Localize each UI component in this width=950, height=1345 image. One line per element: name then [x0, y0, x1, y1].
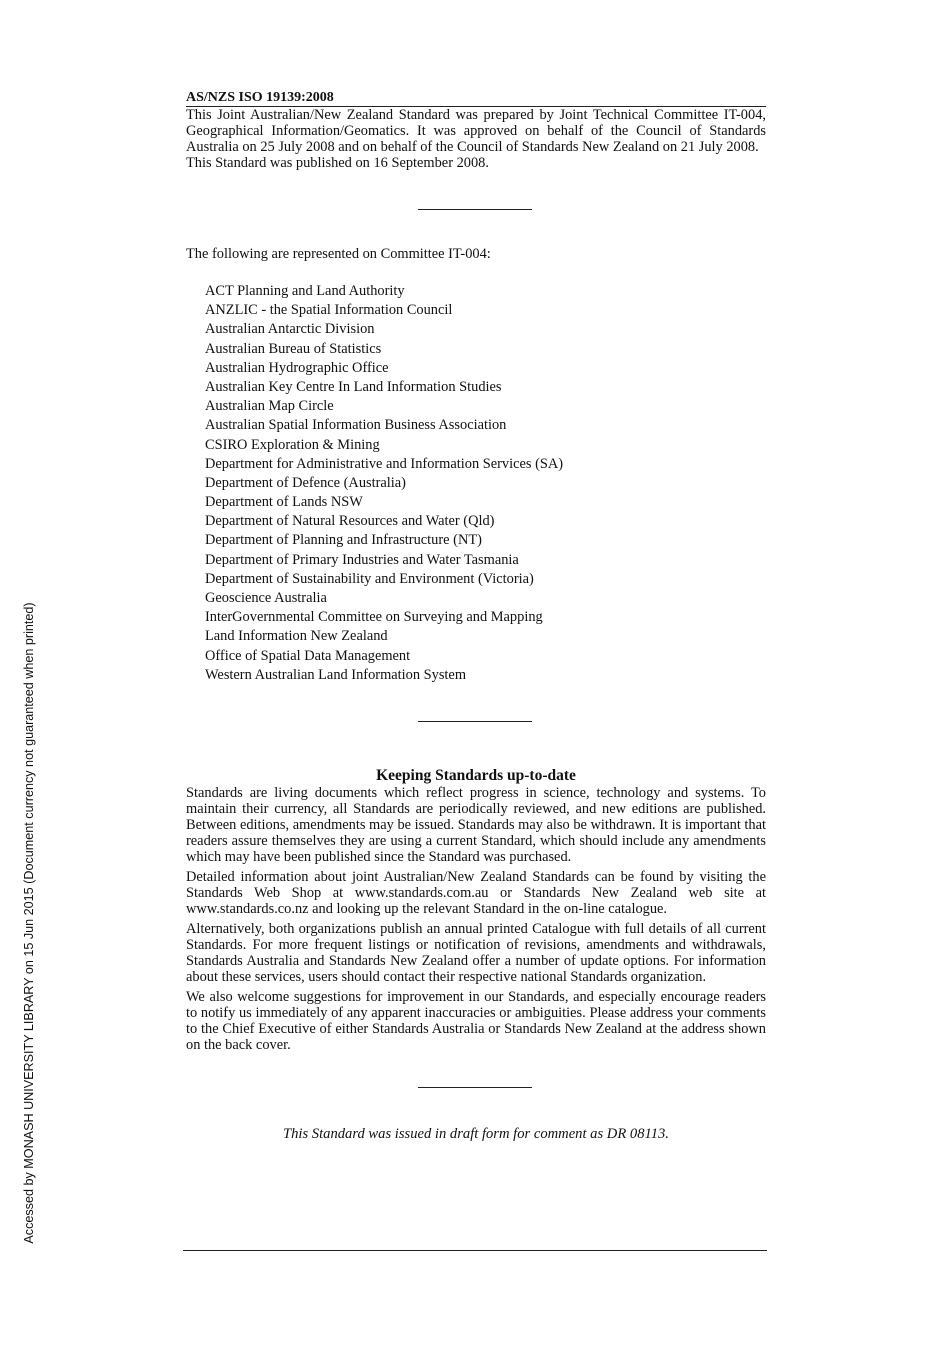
document-page [186, 90, 766, 1143]
committee-intro: The following are represented on Committee IT-004: [186, 246, 491, 262]
list-item: Australian Hydrographic Office [205, 359, 389, 376]
paragraph: Standards are living documents which reflect progress in science, technology and systems. To maintain their currency, all Standards are periodically reviewed, and new editions are published. Between editions, amendments may be issued. Standards may also be withdrawn. It is important that readers assure themselves they are using a current Standard, which should include any amendments which may have been published since the Standard was purchased. [186, 784, 766, 865]
draft-note: This Standard was issued in draft form for comment as DR 08113. [283, 1125, 669, 1142]
list-item: Department of Natural Resources and Water (Qld) [205, 513, 495, 530]
section-divider [418, 1087, 532, 1088]
list-item: Department of Defence (Australia) [205, 474, 406, 491]
section-heading: Keeping Standards up-to-date [376, 766, 576, 784]
list-item: Office of Spatial Data Management [205, 647, 411, 664]
approval-statement: This Joint Australian/New Zealand Standard was prepared by Joint Technical Committee IT-004, Geographical Information/Geomatics. It was approved on behalf of the Council of Standards Australia on 25 July 2008 and on behalf of the Council of Standards New Zealand on 21 July 2008. [186, 107, 766, 155]
section-divider [418, 209, 532, 210]
list-item: Australian Map Circle [205, 398, 334, 415]
paragraph: Detailed information about joint Australian/New Zealand Standards can be found by visiting the Standards Web Shop at www.standards.com.au or Standards New Zealand web site at www.standards.co.nz and looking up the relevant Standard in the on-line catalogue. [186, 868, 766, 917]
list-item: InterGovernmental Committee on Surveying and Mapping [205, 609, 543, 626]
list-item: Australian Antarctic Division [205, 321, 375, 338]
publication-date: This Standard was published on 16 September 2008. [186, 155, 489, 171]
list-item: Department of Primary Industries and Water Tasmania [205, 551, 519, 568]
list-item: Geoscience Australia [205, 590, 327, 606]
committee-member-list [186, 282, 766, 685]
paragraph: Alternatively, both organizations publish an annual printed Catalogue with full details of all current Standards. For more frequent listings or notification of revisions, amendments and withdrawals, Standards Australia and Standards New Zealand offer a number of update options. For information about these services, users should contact their respective national Standards organization. [186, 920, 766, 985]
list-item: Australian Key Centre In Land Information Studies [205, 378, 502, 395]
paragraph: We also welcome suggestions for improvement in our Standards, and especially encourage readers to notify us immediately of any apparent inaccuracies or ambiguities. Please address your comments to the Chief Executive of either Standards Australia or Standards New Zealand at the address shown on the back cover. [186, 988, 766, 1053]
footer-rule [183, 1250, 767, 1251]
list-item: Department for Administrative and Information Services (SA) [205, 455, 564, 472]
list-item: ANZLIC - the Spatial Information Council [205, 302, 453, 319]
list-item: Department of Lands NSW [205, 494, 363, 511]
list-item: Australian Spatial Information Business Association [205, 417, 507, 434]
list-item: Australian Bureau of Statistics [205, 340, 382, 357]
standard-id: AS/NZS ISO 19139:2008 [186, 90, 766, 107]
section-divider [418, 721, 532, 722]
list-item: Department of Planning and Infrastructure (NT) [205, 532, 482, 549]
list-item: ACT Planning and Land Authority [205, 283, 405, 299]
access-watermark: Accessed by MONASH UNIVERSITY LIBRARY on 15 Jun 2015 (Document currency not guaranteed when printed) [22, 602, 36, 1244]
list-item: CSIRO Exploration & Mining [205, 436, 380, 453]
list-item: Land Information New Zealand [205, 628, 388, 645]
list-item: Department of Sustainability and Environment (Victoria) [205, 570, 534, 587]
list-item: Western Australian Land Information System [205, 666, 467, 683]
